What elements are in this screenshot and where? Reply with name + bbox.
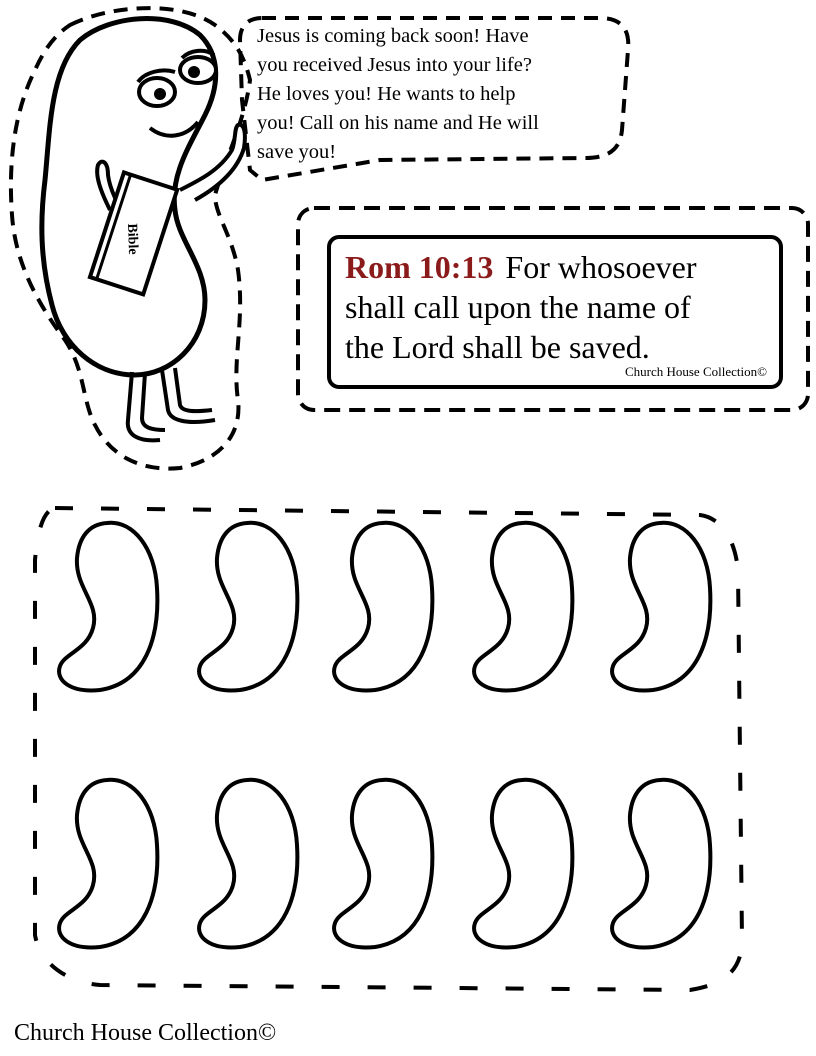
bean-cutout	[474, 523, 572, 691]
verse-text	[345, 247, 697, 367]
verse-box	[327, 235, 783, 389]
bean-cutout	[199, 780, 297, 948]
bean-cutout	[59, 780, 157, 948]
verse-credit: Church House Collection©	[624, 364, 767, 379]
bean-grid	[59, 523, 710, 948]
bible-label: Bible	[124, 223, 141, 255]
right-leg	[162, 370, 215, 422]
left-leg-inner	[142, 373, 165, 430]
bean-cutout	[334, 523, 432, 691]
bean-cutout	[199, 523, 297, 691]
speech-line: Jesus is coming back soon! Have	[257, 25, 529, 47]
footer-credit: Church House Collection©	[14, 1020, 277, 1046]
right-pupil	[188, 66, 200, 78]
bean-cutout	[474, 780, 572, 948]
speech-line: you! Call on his name and He will	[257, 112, 539, 134]
verse-line: shall call upon the name of	[345, 289, 691, 325]
speech-line: save you!	[257, 141, 337, 163]
bean-cutout	[334, 780, 432, 948]
speech-line: you received Jesus into your life?	[257, 54, 532, 76]
bean-cutout	[612, 780, 710, 948]
bean-cutout	[612, 523, 710, 691]
verse-line: the Lord shall be saved.	[345, 329, 650, 365]
speech-bubble-text	[257, 22, 627, 167]
verse-reference: Rom 10:13	[345, 249, 494, 285]
speech-line: He loves you! He wants to help	[257, 83, 516, 105]
left-pupil	[154, 88, 166, 100]
verse-line: For whosoever	[505, 249, 697, 285]
right-leg-inner	[175, 368, 212, 411]
jelly-bean-character	[42, 19, 245, 441]
bean-cutout	[59, 523, 157, 691]
